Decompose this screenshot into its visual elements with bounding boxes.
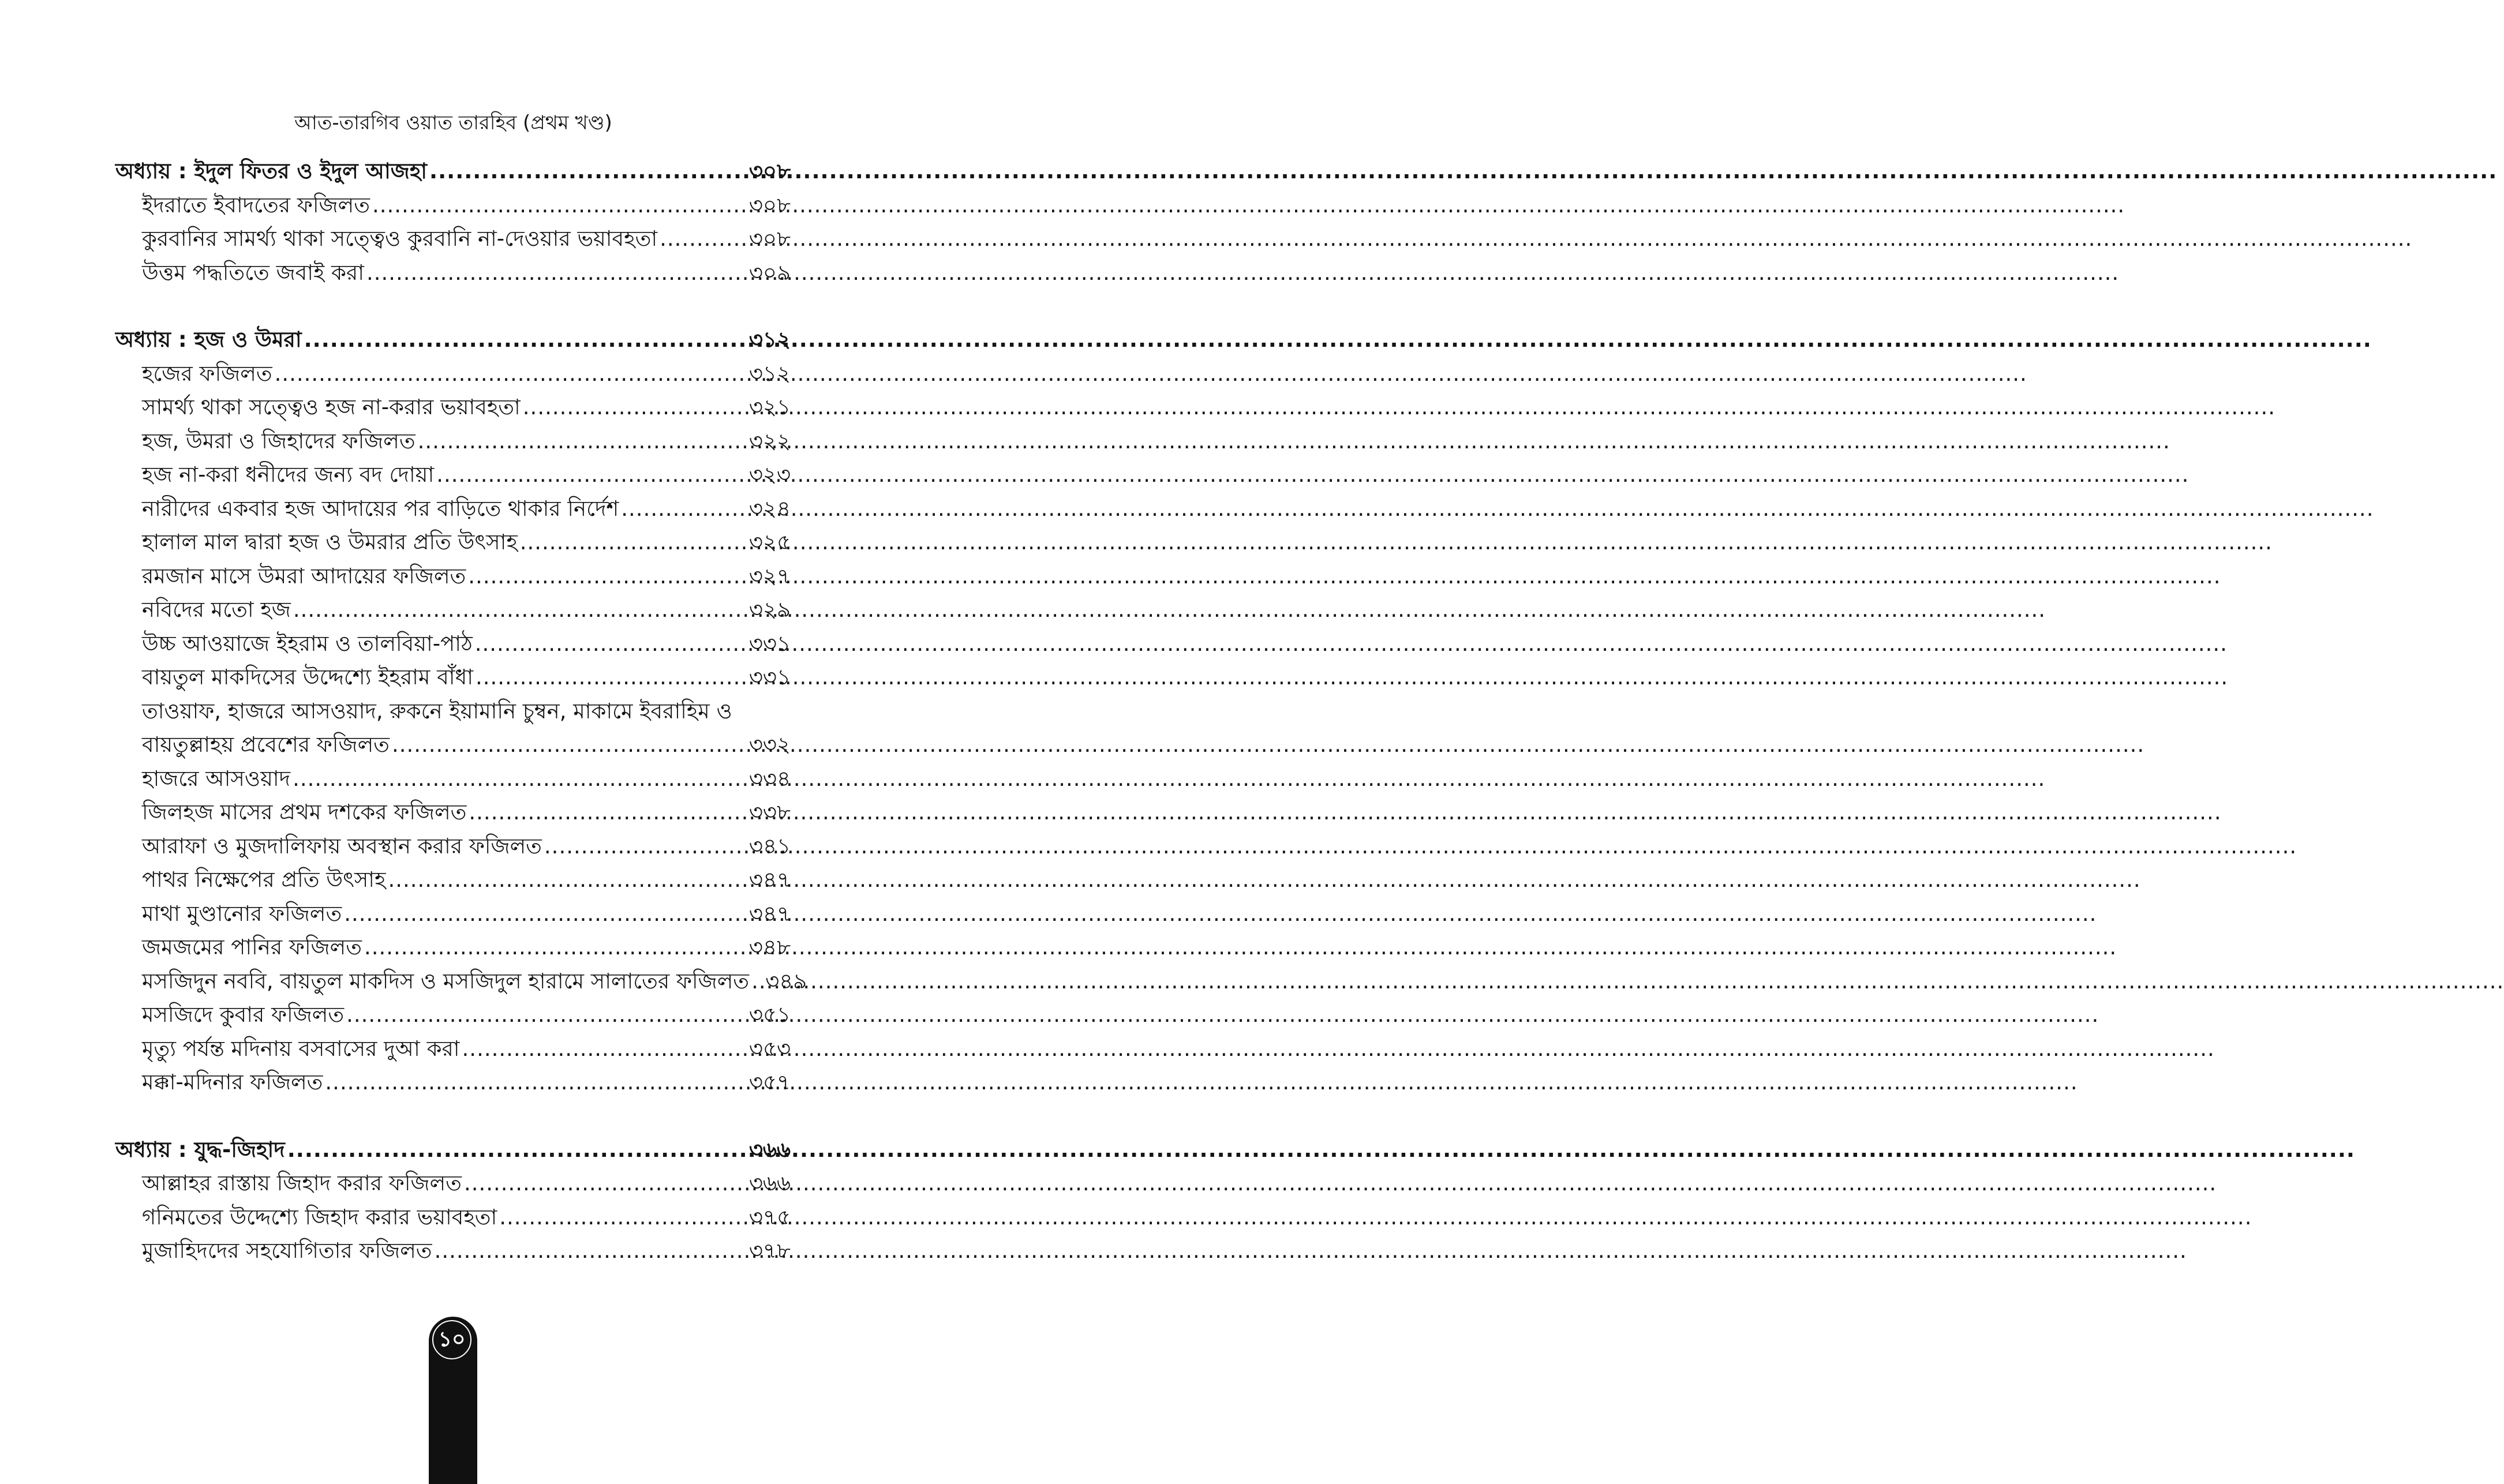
- dot-leader: [346, 998, 747, 1032]
- entry-title: নারীদের একবার হজ আদায়ের পর বাড়িতে থাকার নির্দেশ: [142, 496, 619, 521]
- toc-entry[interactable]: [115, 931, 791, 965]
- chapter-heading[interactable]: [115, 323, 791, 357]
- page-number: ৩০৮: [748, 192, 791, 218]
- entry-title: হাজরে আসওয়াদ: [142, 766, 291, 791]
- table-of-contents: [115, 155, 807, 1302]
- dot-leader: [325, 1066, 746, 1100]
- entry-title: বায়তুল্লাহয় প্রবেশের ফজিলত: [142, 732, 390, 757]
- page-number: ৩১২: [748, 327, 791, 352]
- entry-title: রমজান মাসে উমরা আদায়ের ফজিলত: [142, 563, 466, 589]
- toc-entry[interactable]: [115, 830, 791, 864]
- chapter-heading[interactable]: [115, 1133, 791, 1167]
- entry-title: নবিদের মতো হজ: [142, 597, 291, 622]
- page-number: ৩৩১: [748, 631, 791, 656]
- toc-entry[interactable]: [115, 1032, 791, 1066]
- page-number: ৩২৪: [748, 496, 791, 521]
- toc-entry[interactable]: [115, 391, 791, 425]
- page-number: ৩০৮: [748, 159, 791, 183]
- entry-title: পাথর নিক্ষেপের প্রতি উৎসাহ: [142, 867, 386, 892]
- entry-title: মক্কা-মদিনার ফজিলত: [142, 1070, 323, 1095]
- page-number: ৩১২: [748, 361, 791, 386]
- dot-leader: [429, 155, 747, 189]
- page-number: ৩২৭: [748, 563, 791, 589]
- entry-title: মুজাহিদদের সহযোগিতার ফজিলত: [142, 1238, 432, 1263]
- chapter-heading[interactable]: [115, 155, 791, 189]
- entry-title: হজ, উমরা ও জিহাদের ফজিলত: [142, 428, 416, 454]
- page-number: ৩৪১: [748, 833, 791, 859]
- page-number: ৩৪৯: [765, 968, 807, 994]
- toc-entry[interactable]: [115, 1201, 791, 1235]
- dot-leader: [660, 222, 747, 256]
- toc-entry[interactable]: [115, 627, 791, 661]
- dot-leader: [293, 762, 747, 796]
- page-number: ৩২৩: [748, 462, 791, 487]
- toc-entry[interactable]: [115, 762, 791, 796]
- toc-entry[interactable]: [115, 965, 807, 999]
- page-number: ৩২৯: [748, 597, 791, 622]
- toc-entry[interactable]: [115, 492, 791, 526]
- dot-leader: [499, 1201, 747, 1235]
- entry-title: বায়তুল মাকদিসের উদ্দেশ্যে ইহরাম বাঁধা: [142, 665, 473, 689]
- entry-title: মৃত্যু পর্যন্ত মদিনায় বসবাসের দুআ করা: [142, 1036, 460, 1061]
- running-header: আত-তারগিব ওয়াত তারহিব (প্রথম খণ্ড): [294, 111, 612, 134]
- page-number: ৩৫৭: [748, 1070, 791, 1095]
- dot-leader: [464, 1167, 747, 1201]
- dot-leader: [392, 728, 747, 762]
- dot-leader: [364, 931, 747, 965]
- dot-leader: [304, 323, 747, 357]
- page-number: ৩০৮: [748, 226, 791, 251]
- dot-leader: [544, 830, 747, 864]
- toc-entry[interactable]: [115, 189, 791, 223]
- page-number: ৩৪৭: [748, 867, 791, 892]
- toc-entry[interactable]: [115, 1234, 791, 1268]
- toc-entry[interactable]: [115, 998, 791, 1032]
- toc-section: [115, 155, 791, 290]
- dot-leader: [287, 1133, 747, 1167]
- dot-leader: [366, 256, 747, 290]
- page-number: ৩২১: [748, 395, 791, 419]
- entry-title: হালাল মাল দ্বারা হজ ও উমরার প্রতি উৎসাহ: [142, 530, 518, 554]
- toc-entry[interactable]: [115, 863, 791, 897]
- folio-number: ১০: [432, 1320, 471, 1359]
- entry-title: ইদরাতে ইবাদতের ফজিলত: [142, 192, 370, 218]
- page-number: ৩৫৩: [748, 1036, 791, 1061]
- dot-leader: [275, 357, 747, 391]
- toc-entry[interactable]: [115, 425, 791, 459]
- dot-leader: [523, 391, 747, 425]
- toc-section: [115, 1133, 791, 1268]
- chapter-title: অধ্যায় : হজ ও উমরা: [115, 327, 302, 352]
- dot-leader: [388, 863, 746, 897]
- entry-title: জিলহজ মাসের প্রথম দশকের ফজিলত: [142, 800, 467, 825]
- page-number: ৩৭৮: [748, 1238, 791, 1263]
- page-number: ৩৩১: [748, 665, 791, 689]
- entry-title: গনিমতের উদ্দেশ্যে জিহাদ করার ভয়াবহতা: [142, 1204, 497, 1230]
- page-number: ৩৪৮: [748, 935, 791, 960]
- toc-entry[interactable]: [115, 897, 791, 931]
- dot-leader: [462, 1032, 747, 1066]
- page-number: ৩৩২: [748, 732, 791, 757]
- toc-entry[interactable]: [115, 458, 791, 492]
- toc-entry[interactable]: [115, 1167, 791, 1201]
- page-number: ৩০৯: [748, 260, 791, 285]
- entry-title-line1: তাওয়াফ, হাজরে আসওয়াদ, রুকনে ইয়ামানি চুম্বন, মাকামে ইবরাহিম ও: [142, 698, 732, 724]
- entry-title: মসজিদুন নববি, বায়তুল মাকদিস ও মসজিদুল হারামে সালাতের ফজিলত: [142, 968, 750, 994]
- page-number: ৩২২: [748, 428, 791, 454]
- toc-section: [115, 323, 807, 1100]
- dot-leader: [436, 458, 747, 492]
- toc-entry[interactable]: [115, 256, 791, 290]
- toc-entry[interactable]: [115, 661, 791, 695]
- dot-leader: [293, 593, 747, 627]
- page-number: ৩৬৬: [748, 1137, 791, 1162]
- toc-entry[interactable]: [115, 1066, 791, 1100]
- page-number: ৩৩৪: [748, 766, 791, 791]
- entry-title: কুরবানির সামর্থ্য থাকা সত্ত্বেও কুরবানি না-দেওয়ার ভয়াবহতা: [142, 226, 658, 251]
- toc-entry[interactable]: [115, 593, 791, 627]
- entry-title: উত্তম পদ্ধতিতে জবাই করা: [142, 260, 364, 285]
- toc-entry[interactable]: [115, 728, 791, 762]
- entry-title: মসজিদে কুবার ফজিলত: [142, 1002, 345, 1027]
- toc-entry[interactable]: [115, 526, 791, 560]
- dot-leader: [621, 492, 747, 526]
- toc-entry-first-line[interactable]: [115, 695, 791, 729]
- page-number: ৩৭৫: [748, 1204, 791, 1230]
- entry-title: উচ্চ আওয়াজে ইহরাম ও তালবিয়া-পাঠ: [142, 631, 473, 656]
- entry-title: সামর্থ্য থাকা সত্ত্বেও হজ না-করার ভয়াবহতা: [142, 395, 521, 419]
- dot-leader: [435, 1234, 747, 1268]
- dot-leader: [372, 189, 747, 223]
- toc-entry[interactable]: [115, 560, 791, 594]
- toc-entry[interactable]: [115, 357, 791, 391]
- entry-title: আল্লাহর রাস্তায় জিহাদ করার ফজিলত: [142, 1171, 462, 1196]
- chapter-title: অধ্যায় : ইদুল ফিতর ও ইদুল আজহা: [115, 159, 428, 183]
- toc-entry[interactable]: [115, 796, 791, 830]
- page-folio-tab: [429, 1317, 477, 1484]
- dot-leader: [751, 965, 763, 999]
- dot-leader: [520, 526, 747, 560]
- entry-title: মাথা মুণ্ডানোর ফজিলত: [142, 901, 342, 926]
- entry-title: জমজমের পানির ফজিলত: [142, 935, 362, 960]
- page-number: ৩২৫: [748, 530, 791, 554]
- dot-leader: [469, 796, 746, 830]
- entry-title: আরাফা ও মুজদালিফায় অবস্থান করার ফজিলত: [142, 833, 542, 859]
- dot-leader: [418, 425, 747, 459]
- chapter-title: অধ্যায় : যুদ্ধ-জিহাদ: [115, 1137, 285, 1162]
- entry-title: হজের ফজিলত: [142, 361, 272, 386]
- toc-entry[interactable]: [115, 222, 791, 256]
- page-number: ৩৫১: [748, 1002, 791, 1027]
- dot-leader: [475, 627, 747, 661]
- entry-title: হজ না-করা ধনীদের জন্য বদ দোয়া: [142, 462, 435, 487]
- page-number: ৩৬৬: [748, 1171, 791, 1196]
- page-number: ৩৩৮: [748, 800, 791, 825]
- page-number: ৩৪৭: [748, 901, 791, 926]
- dot-leader: [476, 661, 747, 695]
- dot-leader: [468, 560, 747, 594]
- dot-leader: [344, 897, 747, 931]
